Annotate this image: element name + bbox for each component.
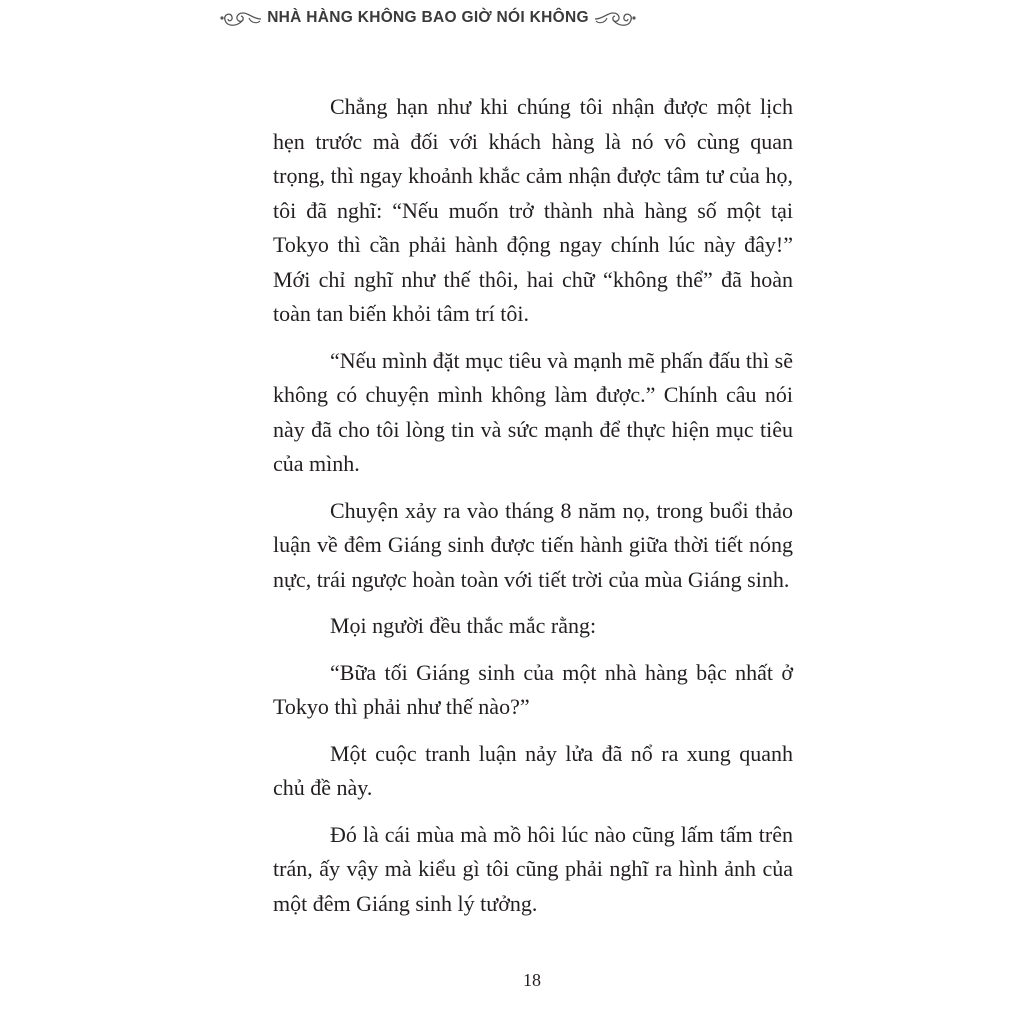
paragraph: Đó là cái mùa mà mồ hôi lúc nào cũng lấm tấm trên trán, ấy vậy mà kiểu gì tôi cũng phải nghĩ ra hình ảnh của một đêm Giáng sinh lý tưởng. bbox=[273, 821, 793, 916]
page-number: 18 bbox=[523, 970, 541, 990]
running-head-title: NHÀ HÀNG KHÔNG BAO GIỜ NÓI KHÔNG bbox=[267, 9, 589, 26]
paragraph: “Nếu mình đặt mục tiêu và mạnh mẽ phấn đấu thì sẽ không có chuyện mình không làm được.” Chính câu nói này đã cho tôi lòng tin và sức mạnh để thực hiện mục tiêu của mình. bbox=[273, 347, 793, 476]
paragraph: “Bữa tối Giáng sinh của một nhà hàng bậc nhất ở Tokyo thì phải như thế nào?” bbox=[273, 659, 793, 719]
paragraph: Chẳng hạn như khi chúng tôi nhận được một lịch hẹn trước mà đối với khách hàng là nó vô cùng quan trọng, thì ngay khoảnh khắc cảm nhận được tâm tư của họ, tôi đã nghĩ: “Nếu muốn trở thành nhà hàng số một tại Tokyo thì cần phải hành động ngay chính lúc này đây!” Mới chỉ nghĩ như thế thôi, hai chữ “không thể” đã hoàn toàn tan biến khỏi tâm trí tôi. bbox=[273, 94, 793, 326]
flourish-ornament-icon bbox=[593, 5, 637, 31]
running-head bbox=[240, 0, 616, 36]
paragraph: Một cuộc tranh luận nảy lửa đã nổ ra xung quanh chủ đề này. bbox=[273, 740, 793, 800]
flourish-ornament-icon bbox=[219, 5, 263, 31]
paragraph: Mọi người đều thắc mắc rằng: bbox=[330, 613, 597, 638]
body-text bbox=[273, 90, 793, 933]
paragraph: Chuyện xảy ra vào tháng 8 năm nọ, trong buổi thảo luận về đêm Giáng sinh được tiến hành giữa thời tiết nóng nực, trái ngược hoàn toàn với tiết trời của mùa Giáng sinh. bbox=[273, 497, 793, 592]
